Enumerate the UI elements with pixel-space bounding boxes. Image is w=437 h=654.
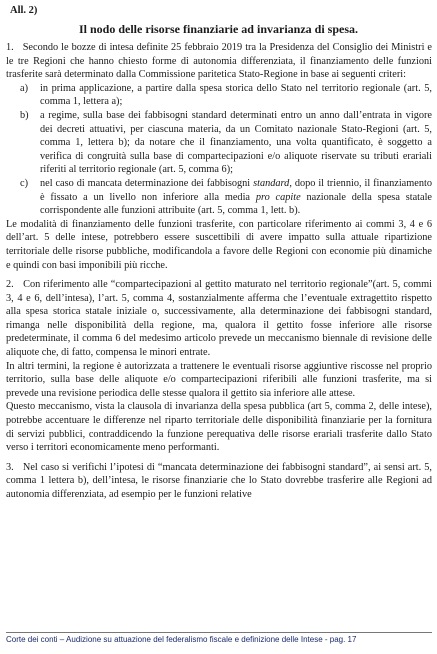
list-marker: b)	[20, 109, 29, 121]
page-footer: Corte dei conti – Audizione su attuazione del federalismo fiscale e definizione delle Intese - pag. 17	[6, 635, 357, 644]
list-item	[6, 82, 432, 109]
page-title: Il nodo delle risorse finanziarie ad invarianza di spesa.	[78, 22, 358, 36]
footer-divider	[6, 632, 432, 633]
section-3-paragraph: 3. Nel caso si verifichi l’ipotesi di “mancata determinazione dei fabbisogni standard”, ai sensi art. 5, comma 1 lettera b), dell’intesa, le risorse finanziarie che lo Stato dovrebbe trasferire alle Regioni ad autonomia differenziata, ad esempio per le funzioni relative	[6, 461, 432, 500]
list-item-text-part: , dopo il triennio, il finanziamento è fissato a un livello non inferiore alla media	[40, 177, 432, 203]
list-marker: a)	[20, 82, 28, 94]
criteria-list	[6, 82, 432, 218]
list-item-text-part: nel caso di mancata determinazione dei fabbisogni	[40, 177, 254, 189]
italic-term: pro capite	[255, 191, 301, 203]
document-body	[6, 41, 432, 502]
section-1-closing: Le modalità di finanziamento delle funzioni trasferite, con particolare riferimento ai commi 3, 4 e 6 dell’art. 5 delle intese, potrebbero essere suscettibili di avere impatto sulla attuale ripartizione territoriale delle risorse pubbliche, modificandola a favore delle Regioni con economie più dinamiche e quindi con basi imponibili più ricche.	[6, 218, 432, 271]
section-2-paragraph: In altri termini, la regione è autorizzata a trattenere le eventuali risorse aggiuntive riscosse nel proprio territorio, sulla base delle aliquote e/o compartecipazioni riferibili alle funzioni trasferite, ma si prevede una revisione periodica delle stesse qualora il gettito sia inferiore alle attese.	[6, 360, 432, 399]
list-item	[6, 109, 432, 177]
section-2-paragraph: Questo meccanismo, vista la clausola di invarianza della spesa pubblica (art 5, comma 2, delle intese), potrebbe accentuare le differenze nel riparto territoriale delle disponibilità finanziarie per la fornitura di servizi pubblici, contraddicendo la funzione perequativa delle risorse erariali trasferite dallo Stato verso i territori economicamente meno performanti.	[6, 401, 432, 454]
list-item-text: a regime, sulla base dei fabbisogni standard determinati entro un anno dall’entrata in vigore dei decreti attuativi, per ciascuna materia, da un Comitato nazionale Stato-Regioni (art. 5, comma 1, lettera b); da notare che il finanziamento, una volta quantificato, è soggetto a verifica di congruità sulla base di compartecipazioni e/o aliquote riservate su tributi erariali riferiti al territorio regionale (art. 5, comma 6);	[40, 109, 432, 176]
section-1-intro: 1. Secondo le bozze di intesa definite 25 febbraio 2019 tra la Presidenza del Consiglio dei Ministri e le tre Regioni che hanno chiesto forme di autonomia differenziata, il finanziamento delle funzioni trasferite sarà determinato dalla Commissione paritetica Stato-Regione in base ai seguenti criteri:	[6, 42, 432, 81]
italic-term: standard	[253, 177, 290, 189]
annex-label: All. 2)	[10, 5, 38, 16]
list-item	[6, 177, 432, 218]
list-item-text: in prima applicazione, a partire dalla spesa storica dello Stato nel territorio regionale (art. 5, comma 1, lettera a);	[40, 82, 432, 108]
list-marker: c)	[20, 177, 28, 189]
list-item-text-part: nazionale della spesa statale corrispondente alle funzioni attribuite (art. 5, comma 1, lett. b).	[40, 191, 432, 217]
section-2-paragraph: 2. Con riferimento alle “compartecipazioni al gettito maturato nel territorio regionale”(art. 5, commi 3, 4 e 6, dell’intesa), l’art. 5, comma 4, sostanzialmente afferma che l’eventuale extragettito rispetto alla spesa storica statale iniziale o, successivamente, alla determinazione dei fabbisogni standard, rimanga nelle disponibilità della regione, ma, qualora il gettito fosse inferiore alle risorse predeterminate, il comma 6 del medesimo articolo prevede un meccanismo biennale di revisione delle aliquote che, di fatto, compensa le minori entrate.	[6, 279, 432, 359]
